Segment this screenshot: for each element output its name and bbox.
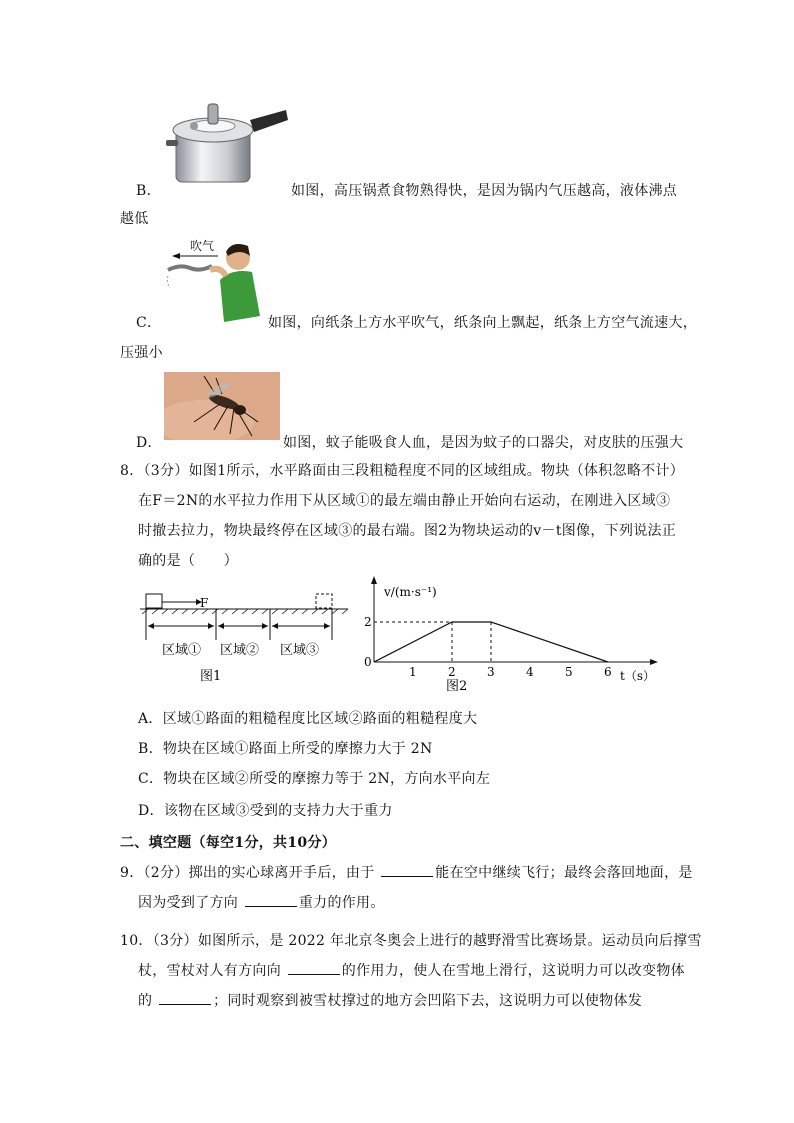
q8-stem-line1: 8．（3分）如图1所示，水平路面由三段粗糙程度不同的区域组成。物块（体积忽略不计） xyxy=(120,463,685,479)
y-tick-2: 2 xyxy=(364,615,372,629)
q10-line3 xyxy=(138,990,642,1010)
figure-1 xyxy=(140,590,350,686)
q7-option-c-text: 如图，向纸条上方水平吹气，纸条向上飘起，纸条上方空气流速大， xyxy=(268,315,697,331)
q10-line3-end: ；同时观察到被雪杖撑过的地方会凹陷下去，这说明力可以使物体发 xyxy=(213,993,643,1009)
q7-option-c-text-cont: 压强小 xyxy=(120,345,163,361)
y-axis-label: v/(m·s⁻¹) xyxy=(384,585,437,599)
q8-stem-line3: 时撤去拉力，物块最终停在区域③的最右端。图2为物块运动的v－t图像，下列说法正 xyxy=(138,523,677,539)
q10-line1: 10．（3分）如图所示，是 2022 年北京冬奥会上进行的越野滑雪比赛场景。运动员向后撑雪 xyxy=(120,933,702,949)
q10-line2-start: 杖，雪杖对人有方向向 xyxy=(138,963,286,979)
figure-2-caption: 图2 xyxy=(446,679,468,694)
q9-line1 xyxy=(120,862,693,882)
mosquito-image xyxy=(164,372,280,440)
q10-blank-1[interactable] xyxy=(288,960,340,975)
section-2-title: 二、填空题（每空1分，共10分） xyxy=(120,835,337,851)
q8-option-c: C．物块在区域②所受的摩擦力等于 2N，方向水平向左 xyxy=(138,771,491,787)
zone-1-label: 区域① xyxy=(162,643,202,658)
pressure-cooker-image xyxy=(162,96,290,190)
q7-option-d-text: 如图，蚊子能吸食人血，是因为蚊子的口器尖，对皮肤的压强大 xyxy=(283,435,684,451)
figure-1-caption: 图1 xyxy=(200,669,222,684)
q8-stem-line4: 确的是（ ） xyxy=(138,553,239,569)
zone-3-label: 区域③ xyxy=(280,643,320,658)
origin-label: 0 xyxy=(364,655,372,669)
q9-line1-start: 9．（2分）掷出的实心球离开手后，由于 xyxy=(120,865,380,881)
q9-blank-1[interactable] xyxy=(381,862,433,877)
q10-line3-start: 的 xyxy=(138,993,158,1009)
q9-blank-2[interactable] xyxy=(245,892,297,907)
q7-option-b-letter: B． xyxy=(136,183,161,199)
x-axis-label: t（s） xyxy=(620,669,655,683)
q9-line1-end: 能在空中继续飞行；最终会落回地面，是 xyxy=(435,865,693,881)
zone-2-label: 区域② xyxy=(220,643,260,658)
x-tick-2: 2 xyxy=(448,665,456,679)
q8-option-d: D．该物在区域③受到的支持力大于重力 xyxy=(138,803,393,819)
x-tick-5: 5 xyxy=(565,665,573,679)
blowing-boy-image xyxy=(160,236,268,324)
blow-label: 吹气 xyxy=(190,239,215,253)
q10-blank-2[interactable] xyxy=(159,990,211,1005)
x-tick-3: 3 xyxy=(487,665,495,679)
q8-option-b: B．物块在区域①路面上所受的摩擦力大于 2N xyxy=(138,741,433,757)
force-label: F xyxy=(200,596,209,610)
x-tick-6: 6 xyxy=(604,665,612,679)
q9-line2-end: 重力的作用。 xyxy=(298,895,385,911)
x-tick-1: 1 xyxy=(409,665,417,679)
q9-line2 xyxy=(138,892,385,912)
q7-option-b-text: 如图，高压锅煮食物熟得快，是因为锅内气压越高，液体沸点 xyxy=(291,183,678,199)
q7-option-b-text-cont: 越低 xyxy=(120,211,149,227)
q8-stem-line2: 在F＝2N的水平拉力作用下从区域①的最左端由静止开始向右运动，在刚进入区域③ xyxy=(138,493,671,509)
q10-line2 xyxy=(138,960,685,980)
q7-option-d-letter: D． xyxy=(136,435,162,451)
figure-2-vt-graph xyxy=(360,576,660,696)
q9-line2-start: 因为受到了方向 xyxy=(138,895,243,911)
q8-option-a: A．区域①路面的粗糙程度比区域②路面的粗糙程度大 xyxy=(138,711,478,727)
q10-line2-end: 的作用力，使人在雪地上滑行，这说明力可以改变物体 xyxy=(341,963,685,979)
q7-option-c-letter: C． xyxy=(136,315,162,331)
x-tick-4: 4 xyxy=(526,665,534,679)
